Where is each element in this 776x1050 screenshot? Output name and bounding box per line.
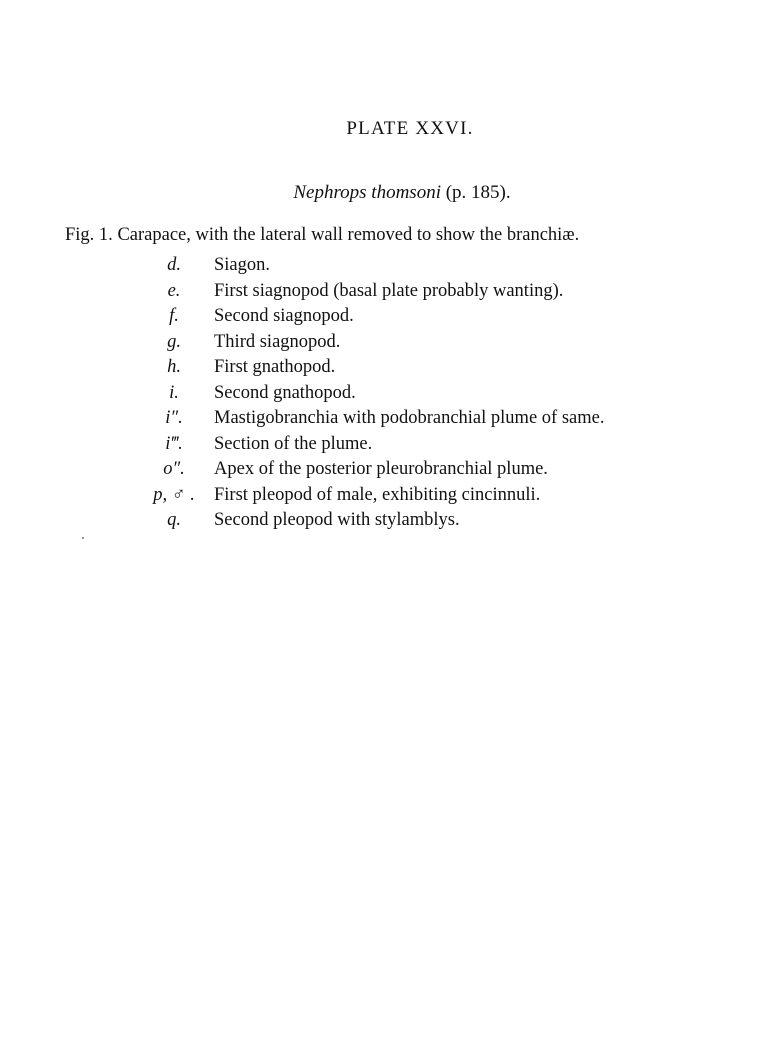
legend-entry [140, 434, 740, 460]
legend-description: Second pleopod with stylamblys. [214, 510, 460, 530]
legend-list [140, 255, 740, 536]
legend-description: Mastigobranchia with podobranchial plume of same. [214, 408, 605, 428]
legend-description: First pleopod of male, exhibiting cincinnuli. [214, 484, 541, 505]
legend-entry [140, 306, 740, 332]
legend-letter: p, ♂ . [153, 484, 195, 505]
figure-caption-line [65, 225, 579, 246]
legend-entry [140, 408, 740, 434]
legend-description: Second gnathopod. [214, 382, 356, 403]
legend-description: First gnathopod. [214, 357, 336, 377]
plate-title: PLATE XXVI. [346, 118, 474, 139]
legend-description: Third siagnopod. [214, 331, 341, 352]
legend-letter: i″. [165, 408, 183, 428]
figure-caption: Carapace, with the lateral wall removed to show the branchiæ. [117, 225, 580, 245]
legend-description: Siagon. [214, 255, 271, 275]
legend-entry [140, 459, 740, 485]
legend-entry [140, 255, 740, 281]
legend-letter: h. [167, 357, 181, 377]
legend-description: Apex of the posterior pleurobranchial plume. [214, 459, 548, 479]
legend-letter: q. [167, 510, 181, 530]
legend-entry [140, 383, 740, 409]
legend-entry [140, 485, 740, 511]
species-heading [14, 182, 776, 204]
figure-label: Fig. 1. [65, 225, 113, 245]
legend-entry [140, 357, 740, 383]
legend-description: Section of the plume. [214, 433, 373, 454]
species-page-ref: (p. 185). [440, 182, 511, 203]
legend-letter: i. [169, 382, 179, 403]
legend-letter: d. [167, 255, 181, 275]
legend-letter: o″. [163, 459, 185, 479]
species-name: Nephrops thomsoni [293, 182, 441, 203]
legend-letter: g. [167, 331, 181, 352]
legend-description: Second siagnopod. [214, 306, 354, 326]
legend-letter: e. [167, 280, 181, 301]
legend-letter: i‴. [165, 433, 183, 454]
legend-letter: f. [169, 306, 179, 326]
legend-entry [140, 510, 740, 536]
print-speck [82, 537, 84, 539]
legend-entry [140, 332, 740, 358]
legend-description: First siagnopod (basal plate probably wanting). [214, 280, 564, 301]
legend-entry [140, 281, 740, 307]
